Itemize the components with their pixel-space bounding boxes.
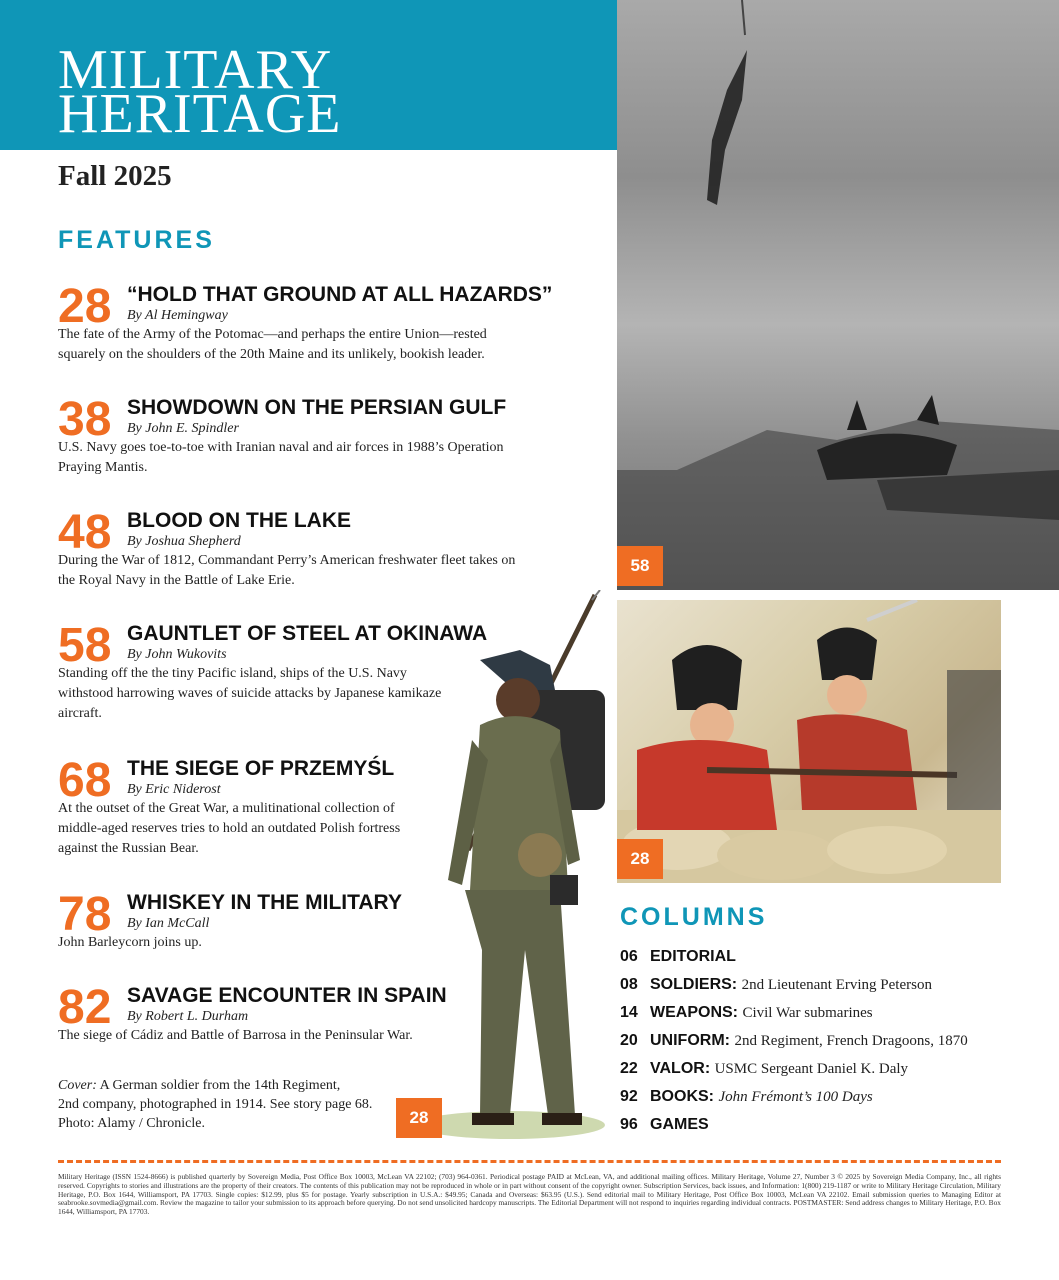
grenadiers-painting-art	[617, 600, 1001, 883]
column-label-text: VALOR:	[650, 1060, 711, 1077]
feature-author: By Joshua Shepherd	[127, 534, 241, 549]
column-page-number: 96	[620, 1116, 638, 1133]
feature-author: By Al Hemingway	[127, 308, 228, 323]
feature-description: The siege of Cádiz and Battle of Barrosa in the Peninsular War.	[58, 1028, 413, 1043]
feature-author: By Eric Niderost	[127, 782, 221, 797]
dashed-divider	[58, 1160, 1001, 1163]
column-label[interactable]	[650, 1060, 908, 1078]
publication-legal-text: Military Heritage (ISSN 1524-8666) is published quarterly by Sovereign Media, Post Office Box 10003, McLean VA 22102; (703) 964-0361. Periodical postage PAID at McLean, VA, and additional mailing offices. Military Heritage, Volume 27, Number 3 © 2025 by Sovereign Media Company, Inc., all rights reserved. Copyrights to stories and illustrations are the property of their creators. The contents of this publication may not be reproduced in whole or in part without consent of the copyright owner. Subscription Services, back issues, and Information: 1(800) 219-1187 or write to Military Heritage Circulation, Military Heritage, P.O. Box 1644, Williamsport, PA 17703. Single copies: $12.99, plus $5 for postage. Yearly subscription in U.S.A.: $49.95; Canada and Overseas: $63.95 (U.S.). Send editorial mail to Military Heritage, Post Office Box 10003, McLean VA 22102. Email submission queries to Managing Editor at seabrooke.sovmedia@gmail.com. Review the magazine to tailor your submission to its approach before querying. Do not send unsolicited hardcopy manuscripts. The Editorial Department will not respond to inquiries regarding individual contracts. POSTMASTER: Send address changes to Military Heritage, P.O. Box 1644, Williamsport, PA 17703.	[58, 1172, 1001, 1217]
issue-date: Fall 2025	[58, 160, 172, 192]
grenadiers-painting	[617, 600, 1001, 883]
column-page-number: 22	[620, 1060, 638, 1077]
column-subject: John Frémont’s 100 Days	[718, 1089, 873, 1105]
column-label-text: BOOKS:	[650, 1088, 714, 1105]
column-page-number: 92	[620, 1088, 638, 1105]
feature-description: U.S. Navy goes toe-to-toe with Iranian naval and air forces in 1988’s Operation Praying Mantis.	[58, 440, 504, 475]
column-label-text: UNIFORM:	[650, 1032, 730, 1049]
feature-page-number: 28	[58, 280, 112, 333]
logo-line-2: HERITAGE	[58, 83, 342, 145]
column-label-text: WEAPONS:	[650, 1004, 738, 1021]
column-subject: 2nd Regiment, French Dragoons, 1870	[734, 1033, 968, 1049]
column-page-number: 08	[620, 976, 638, 993]
column-page-number: 06	[620, 948, 638, 965]
feature-page-number: 78	[58, 888, 112, 941]
cover-line-2: 2nd company, photographed in 1914. See story page 68.	[58, 1097, 373, 1112]
page-tag: 28	[617, 839, 663, 879]
feature-description: At the outset of the Great War, a mulitinational collection of middle-aged reserves tries to hold an outdated Polish fortress against the Russian Bear.	[58, 801, 401, 856]
feature-description: Standing off the the tiny Pacific island, ships of the U.S. Navy withstood harrowing waves of suicide attacks by Japanese kamikaze aircraft.	[58, 666, 442, 721]
column-label-text: SOLDIERS:	[650, 976, 738, 993]
magazine-logo	[58, 39, 342, 145]
column-label[interactable]	[650, 1032, 968, 1050]
feature-page-number: 48	[58, 506, 112, 559]
feature-page-number: 82	[58, 981, 112, 1034]
masthead	[0, 0, 617, 150]
feature-title[interactable]: GAUNTLET OF STEEL AT OKINAWA	[127, 622, 488, 645]
cover-line-3: Photo: Alamy / Chronicle.	[58, 1116, 205, 1131]
column-subject: USMC Sergeant Daniel K. Daly	[714, 1061, 909, 1077]
page-tag: 58	[617, 546, 663, 586]
column-label[interactable]	[650, 976, 932, 994]
feature-title[interactable]: SAVAGE ENCOUNTER IN SPAIN	[127, 984, 447, 1007]
feature-description: During the War of 1812, Commandant Perry’s American freshwater fleet takes on the Royal Navy in the Battle of Lake Erie.	[58, 553, 516, 588]
feature-description: John Barleycorn joins up.	[58, 935, 202, 950]
column-page-number: 20	[620, 1032, 638, 1049]
column-label[interactable]: EDITORIAL	[650, 948, 736, 965]
cover-line-1: A German soldier from the 14th Regiment,	[96, 1078, 341, 1093]
cover-caption	[58, 1076, 388, 1133]
soldier-illustration	[410, 590, 610, 1140]
columns-heading: COLUMNS	[620, 903, 768, 931]
feature-title[interactable]: BLOOD ON THE LAKE	[127, 509, 351, 532]
column-subject: 2nd Lieutenant Erving Peterson	[741, 977, 932, 993]
feature-author: By John E. Spindler	[127, 421, 239, 436]
feature-page-number: 58	[58, 619, 112, 672]
feature-title[interactable]: WHISKEY IN THE MILITARY	[127, 891, 402, 914]
feature-author: By John Wukovits	[127, 647, 227, 662]
feature-author: By Robert L. Durham	[127, 1009, 249, 1024]
column-label[interactable]	[650, 1004, 873, 1022]
feature-page-number: 38	[58, 393, 112, 446]
column-subject: Civil War submarines	[742, 1005, 873, 1021]
kamikaze-photo-art	[617, 0, 1059, 590]
feature-title[interactable]: “HOLD THAT GROUND AT ALL HAZARDS”	[127, 283, 553, 306]
cover-label: Cover:	[58, 1078, 97, 1093]
column-page-number: 14	[620, 1004, 638, 1021]
features-heading: FEATURES	[58, 226, 215, 254]
logo-line-1: MILITARY	[58, 39, 333, 101]
feature-title[interactable]: THE SIEGE OF PRZEMYŚL	[127, 757, 395, 780]
column-label[interactable]	[650, 1088, 873, 1106]
feature-author: By Ian McCall	[127, 916, 210, 931]
page-tag: 28	[396, 1098, 442, 1138]
feature-title[interactable]: SHOWDOWN ON THE PERSIAN GULF	[127, 396, 507, 419]
feature-page-number: 68	[58, 754, 112, 807]
feature-description: The fate of the Army of the Potomac—and perhaps the entire Union—rested squarely on the shoulders of the 20th Maine and its unlikely, bookish leader.	[58, 327, 487, 362]
column-label[interactable]: GAMES	[650, 1116, 709, 1133]
kamikaze-photo	[617, 0, 1059, 590]
